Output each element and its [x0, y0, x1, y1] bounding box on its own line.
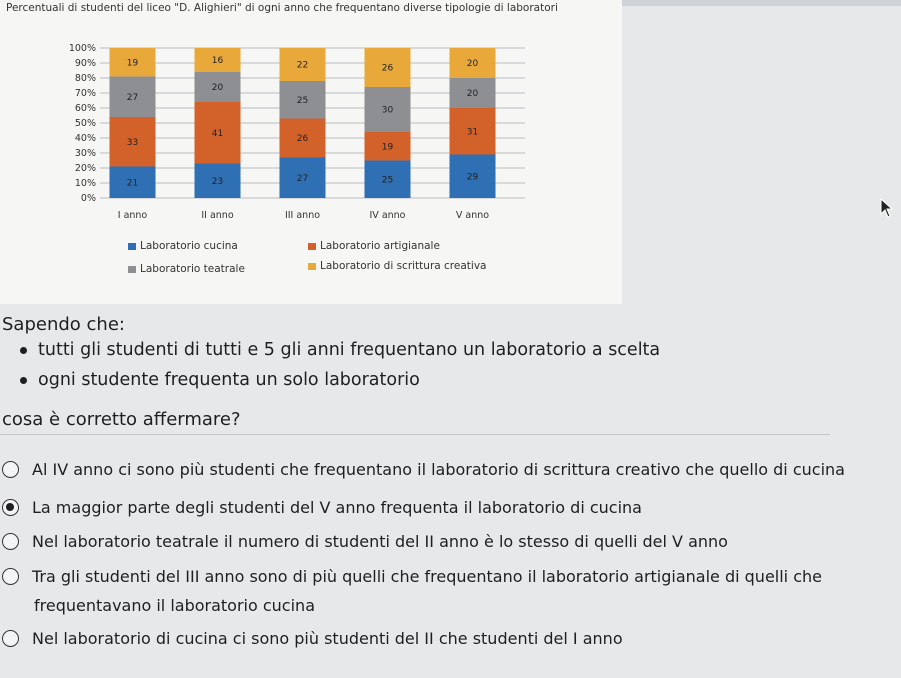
question-divider: [0, 434, 830, 435]
legend-label-artigianale: Laboratorio artigianale: [320, 240, 440, 252]
legend-label-scrittura: Laboratorio di scrittura creativa: [320, 260, 487, 272]
bullet-icon: [20, 347, 27, 354]
answer-label: Tra gli studenti del III anno sono di più quelli che frequentano il laboratorio artigianale di quelli che: [32, 567, 822, 586]
y-tick-label: 20%: [74, 163, 96, 174]
legend-item-artigianale: [308, 240, 440, 252]
data-label: 25: [296, 95, 309, 106]
data-label: 22: [296, 60, 309, 71]
data-label: 26: [381, 63, 394, 74]
intro-text: Sapendo che:: [2, 314, 125, 335]
legend-label-teatrale: Laboratorio teatrale: [140, 263, 245, 275]
y-tick-label: 90%: [74, 58, 96, 69]
y-tick-label: 10%: [74, 178, 96, 189]
legend-swatch-artigianale: [308, 243, 316, 250]
data-label: 41: [211, 128, 224, 139]
data-label: 19: [126, 58, 139, 69]
x-tick-label: V anno: [455, 210, 490, 221]
data-label: 29: [466, 172, 479, 183]
data-label: 19: [381, 142, 394, 153]
premise-text: ogni studente frequenta un solo laboratorio: [38, 370, 420, 390]
x-tick-label: IV anno: [369, 210, 406, 221]
data-label: 27: [296, 173, 309, 184]
answer-label: La maggior parte degli studenti del V anno frequenta il laboratorio di cucina: [32, 498, 642, 517]
answer-label: Al IV anno ci sono più studenti che frequentano il laboratorio di scrittura creativo che quello di cucina: [32, 460, 845, 479]
data-label: 31: [466, 127, 479, 138]
data-label: 25: [381, 175, 394, 186]
data-label: 33: [126, 137, 139, 148]
y-tick-label: 40%: [74, 133, 96, 144]
data-label: 27: [126, 92, 139, 103]
legend-swatch-teatrale: [128, 266, 136, 273]
chart-card: [0, 0, 622, 304]
radio-button[interactable]: [2, 568, 19, 585]
premise-item: [14, 368, 660, 398]
answer-label: Nel laboratorio di cucina ci sono più studenti del II che studenti del I anno: [32, 629, 623, 648]
legend-item-scrittura: [308, 260, 486, 272]
radio-button[interactable]: [2, 630, 19, 647]
data-label: 30: [381, 105, 394, 116]
mouse-cursor-icon: [880, 198, 894, 218]
premise-list: [14, 338, 660, 398]
y-tick-label: 60%: [74, 103, 96, 114]
answer-label: Nel laboratorio teatrale il numero di studenti del II anno è lo stesso di quelli del V anno: [32, 532, 728, 551]
answer-label-continued: frequentavano il laboratorio cucina: [34, 596, 315, 615]
y-tick-label: 100%: [68, 43, 96, 54]
data-label: 23: [211, 176, 224, 187]
legend-item-teatrale: [128, 263, 245, 275]
data-label: 26: [296, 134, 309, 144]
chart-title: Percentuali di studenti del liceo "D. Alighieri" di ogni anno che frequentano diverse tipologie di laboratori: [6, 2, 558, 14]
y-tick-label: 80%: [74, 73, 96, 84]
legend-swatch-scrittura: [308, 263, 316, 270]
radio-button[interactable]: [2, 461, 19, 478]
stacked-bar-chart: [0, 14, 622, 224]
x-tick-label: III anno: [284, 210, 321, 221]
legend-item-cucina: [128, 240, 238, 252]
y-tick-label: 70%: [74, 88, 96, 99]
y-tick-label: 0%: [80, 193, 96, 204]
data-label: 21: [126, 178, 139, 189]
premise-text: tutti gli studenti di tutti e 5 gli anni frequentano un laboratorio a scelta: [38, 340, 661, 360]
y-tick-label: 50%: [74, 118, 96, 129]
data-label: 16: [211, 56, 224, 66]
radio-button-selected[interactable]: [2, 499, 19, 516]
premise-item: [14, 338, 660, 368]
data-label: 20: [466, 89, 479, 99]
data-label: 20: [211, 83, 224, 93]
data-label: 20: [466, 59, 479, 69]
radio-button[interactable]: [2, 533, 19, 550]
x-tick-label: II anno: [201, 210, 234, 221]
legend-label-cucina: Laboratorio cucina: [140, 240, 238, 252]
question-text: cosa è corretto affermare?: [2, 409, 241, 430]
y-tick-label: 30%: [74, 148, 96, 159]
legend-swatch-cucina: [128, 243, 136, 250]
bullet-icon: [20, 377, 27, 384]
x-tick-label: I anno: [117, 210, 148, 221]
